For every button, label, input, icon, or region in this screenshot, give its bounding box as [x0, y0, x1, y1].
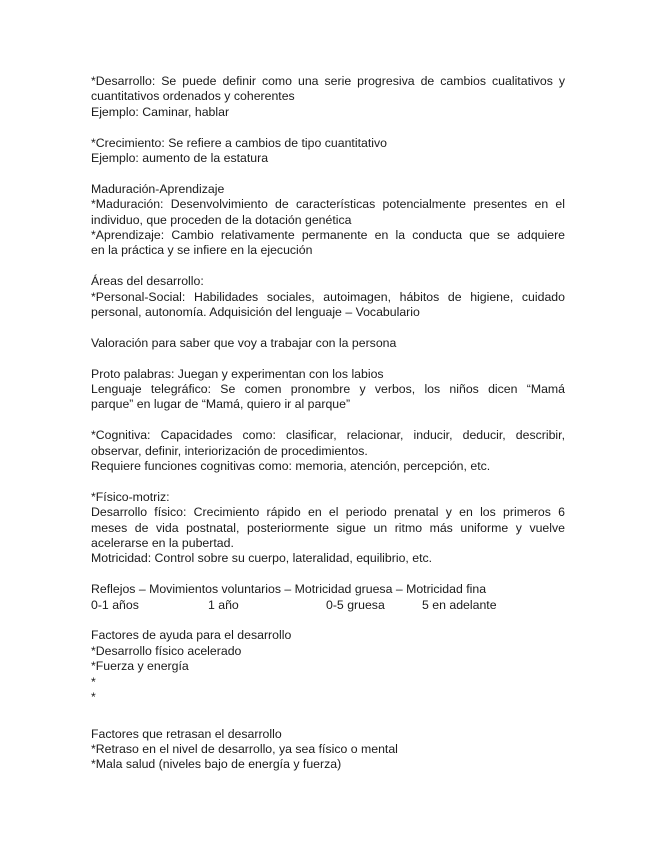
reflejos-ages-row: [91, 598, 565, 613]
crecimiento-definition: *Crecimiento: Se refiere a cambios de tipo cuantitativo: [91, 135, 387, 150]
lenguaje-telegrafico-line-2: parque” en lugar de “Mamá, quiero ir al parque”: [91, 397, 351, 412]
desarrollo-fisico-line-1: Desarrollo físico: Crecimiento rápido en el periodo prenatal y en los primeros 6: [91, 505, 565, 520]
crecimiento-section: [91, 136, 565, 167]
factores-ayuda-section: [91, 628, 565, 705]
factores-retrasan-section: [91, 727, 565, 773]
cognitiva-line-3: Requiere funciones cognitivas como: memoria, atención, percepción, etc.: [91, 459, 491, 474]
maduracion-aprendizaje-section: [91, 182, 565, 259]
valoracion-text: Valoración para saber que voy a trabajar con la persona: [91, 335, 397, 350]
age-motricidad-gruesa: 0-5 gruesa: [326, 597, 385, 612]
aprendizaje-line-1: *Aprendizaje: Cambio relativamente permanente en la conducta que se adquiere: [91, 228, 565, 243]
factores-ayuda-item: *: [91, 674, 96, 689]
factores-ayuda-item: *Desarrollo físico acelerado: [91, 643, 242, 658]
valoracion-section: [91, 336, 565, 351]
crecimiento-example: Ejemplo: aumento de la estatura: [91, 151, 269, 166]
factores-ayuda-title: Factores de ayuda para el desarrollo: [91, 628, 292, 643]
desarrollo-definition-line-2: cuantitativos ordenados y coherentes: [91, 89, 295, 104]
proto-palabras: Proto palabras: Juegan y experimentan con los labios: [91, 366, 384, 381]
areas-section: [91, 274, 565, 320]
fisico-motriz-section: [91, 490, 565, 567]
desarrollo-fisico-line-3: acelerarse en la pubertad.: [91, 536, 234, 551]
maduracion-aprendizaje-title: Maduración-Aprendizaje: [91, 181, 225, 196]
age-movimientos-voluntarios: 1 año: [208, 597, 239, 612]
maduracion-line-2: individuo, que proceden de la dotación genética: [91, 212, 352, 227]
reflejos-section: [91, 582, 565, 613]
cognitiva-section: [91, 428, 565, 474]
document-page: [91, 74, 565, 788]
age-reflejos: 0-1 años: [91, 597, 139, 612]
desarrollo-section: [91, 74, 565, 120]
personal-social-line-1: *Personal-Social: Habilidades sociales, autoimagen, hábitos de higiene, cuidado: [91, 289, 565, 304]
personal-social-line-2: personal, autonomía. Adquisición del lenguaje – Vocabulario: [91, 305, 420, 320]
lenguaje-section: [91, 367, 565, 413]
aprendizaje-line-2: en la práctica y se infiere en la ejecución: [91, 243, 313, 258]
factores-ayuda-item: *Fuerza y energía: [91, 659, 189, 674]
maduracion-line-1: *Maduración: Desenvolvimiento de características potencialmente presentes en el: [91, 197, 565, 212]
desarrollo-definition-line-1: *Desarrollo: Se puede definir como una serie progresiva de cambios cualitativos y: [91, 74, 565, 88]
cognitiva-line-1: *Cognitiva: Capacidades como: clasificar, relacionar, inducir, deducir, describir,: [91, 428, 565, 443]
desarrollo-example: Ejemplo: Caminar, hablar: [91, 104, 230, 119]
cognitiva-line-2: observar, definir, interiorización de procedimientos.: [91, 443, 368, 458]
factores-retrasan-item: *Retraso en el nivel de desarrollo, ya sea físico o mental: [91, 741, 398, 756]
desarrollo-fisico-line-2: meses de vida postnatal, posteriormente sigue un ritmo más uniforme y vuelve: [91, 520, 565, 535]
fisico-motriz-title: *Físico-motriz:: [91, 489, 170, 504]
lenguaje-telegrafico-line-1: Lenguaje telegráfico: Se comen pronombre y verbos, los niños dicen “Mamá: [91, 382, 565, 397]
factores-retrasan-item: *Mala salud (niveles bajo de energía y fuerza): [91, 757, 342, 772]
areas-title: Áreas del desarrollo:: [91, 274, 204, 289]
age-motricidad-fina: 5 en adelante: [422, 597, 497, 612]
motricidad-text: Motricidad: Control sobre su cuerpo, lateralidad, equilibrio, etc.: [91, 551, 433, 566]
reflejos-header: Reflejos – Movimientos voluntarios – Motricidad gruesa – Motricidad fina: [91, 582, 487, 597]
factores-retrasan-title: Factores que retrasan el desarrollo: [91, 726, 282, 741]
factores-ayuda-item: *: [91, 690, 96, 705]
